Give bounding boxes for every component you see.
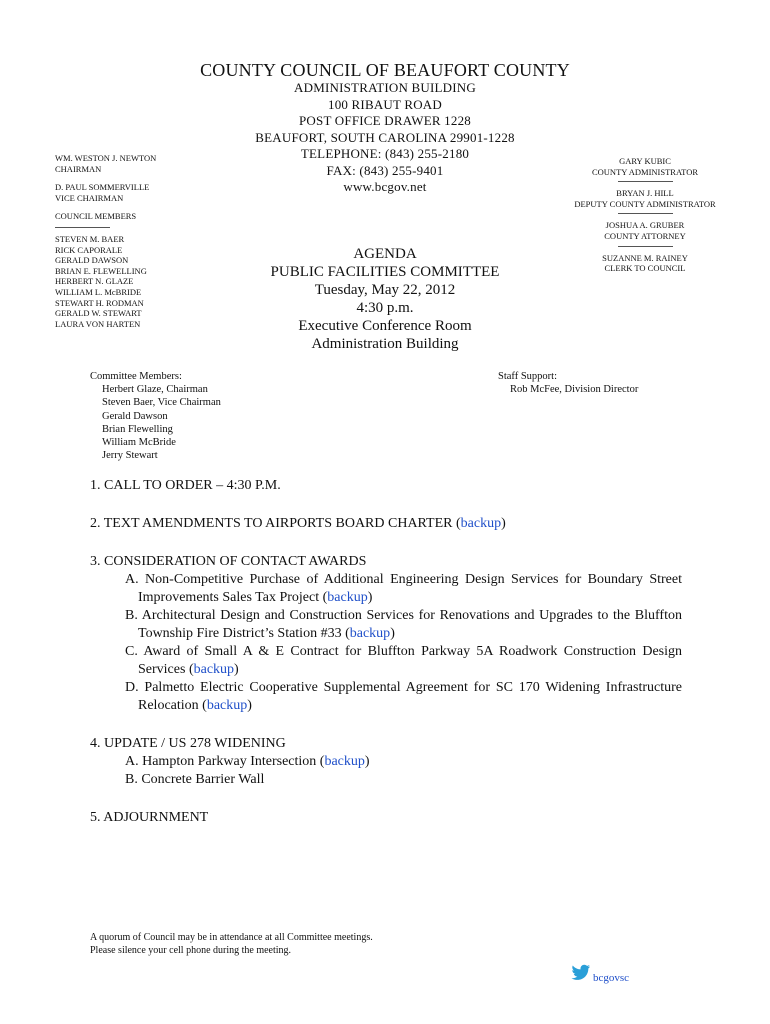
staff-support bbox=[498, 370, 718, 396]
committee-name: PUBLIC FACILITIES COMMITTEE bbox=[270, 264, 500, 280]
footer-notes bbox=[90, 931, 490, 957]
agenda-item-call-to-order: 1. CALL TO ORDER – 4:30 P.M. bbox=[90, 478, 281, 493]
backup-link[interactable]: backup bbox=[193, 662, 235, 677]
council-member: HERBERT N. GLAZE bbox=[55, 276, 134, 287]
meeting-room: Executive Conference Room bbox=[298, 318, 472, 334]
chairman-name: WM. WESTON J. NEWTON bbox=[55, 153, 157, 163]
meeting-time: 4:30 p.m. bbox=[356, 300, 414, 316]
deputy-administrator-title: DEPUTY COUNTY ADMINISTRATOR bbox=[574, 198, 716, 209]
twitter-handle-link[interactable]: bcgovsc bbox=[593, 972, 630, 984]
vice-chairman-name: D. PAUL SOMMERVILLE bbox=[55, 182, 150, 193]
divider bbox=[618, 213, 673, 214]
divider bbox=[618, 246, 673, 247]
council-member: LAURA VON HARTEN bbox=[55, 318, 141, 329]
committee-members-label: Committee Members: bbox=[90, 371, 182, 382]
agenda-item-adjournment: 5. ADJOURNMENT bbox=[90, 810, 209, 825]
address-line: ADMINISTRATION BUILDING bbox=[294, 80, 476, 95]
committee-members bbox=[90, 370, 340, 462]
council-member: GERALD W. STEWART bbox=[55, 308, 142, 319]
council-member: RICK CAPORALE bbox=[55, 244, 123, 255]
backup-link[interactable]: backup bbox=[460, 516, 502, 531]
administrator-title: COUNTY ADMINISTRATOR bbox=[591, 166, 699, 177]
council-member: STEVEN M. BAER bbox=[55, 233, 125, 244]
clerk-name: SUZANNE M. RAINEY bbox=[602, 252, 688, 263]
staff-support-label: Staff Support: bbox=[498, 371, 558, 382]
vice-chairman-title: VICE CHAIRMAN bbox=[55, 192, 124, 203]
agenda-subitem-label: D. Palmetto Electric Cooperative Supplemental Agreement for SC 170 Widening Infrastructure Relocation bbox=[125, 680, 682, 713]
agenda-heading: AGENDA bbox=[353, 246, 417, 262]
fax-line: FAX: (843) 255-9401 bbox=[326, 162, 444, 178]
county-officers bbox=[560, 156, 730, 274]
agenda-subitem: A. Non-Competitive Purchase of Additional Engineering Design Services for Boundary Street Improvements Sales Tax Project (backup) bbox=[125, 572, 682, 605]
committee-member: Brian Flewelling bbox=[102, 423, 173, 435]
council-member: STEWART H. RODMAN bbox=[55, 297, 144, 308]
chairman-title: CHAIRMAN bbox=[55, 163, 102, 174]
council-member: GERALD DAWSON bbox=[55, 255, 129, 266]
backup-link[interactable]: backup bbox=[349, 626, 391, 641]
address-line: BEAUFORT, SOUTH CAROLINA 29901-1228 bbox=[255, 129, 515, 145]
address-line: POST OFFICE DRAWER 1228 bbox=[299, 113, 471, 128]
twitter-bird-icon[interactable] bbox=[571, 964, 591, 985]
agenda-item-airports-charter: 2. TEXT AMENDMENTS TO AIRPORTS BOARD CHARTER (backup) bbox=[90, 516, 506, 531]
county-council-title: COUNTY COUNCIL OF BEAUFORT COUNTY bbox=[200, 60, 570, 80]
council-roster bbox=[55, 153, 245, 329]
agenda-subitem-label: A. Hampton Parkway Intersection bbox=[125, 754, 317, 769]
meeting-building: Administration Building bbox=[311, 336, 459, 352]
agenda-item-us278-widening: 4. UPDATE / US 278 WIDENING bbox=[90, 736, 286, 751]
council-member: BRIAN E. FLEWELLING bbox=[55, 265, 147, 276]
agenda-item-contract-awards: 3. CONSIDERATION OF CONTACT AWARDS bbox=[90, 554, 367, 569]
backup-link[interactable]: backup bbox=[206, 698, 248, 713]
council-members-label: COUNCIL MEMBERS bbox=[55, 211, 137, 222]
telephone-line: TELEPHONE: (843) 255-2180 bbox=[300, 146, 470, 161]
website-link[interactable]: www.bcgov.net bbox=[343, 179, 427, 194]
agenda-item-label: 2. TEXT AMENDMENTS TO AIRPORTS BOARD CHARTER bbox=[90, 516, 453, 531]
administrator-name: GARY KUBIC bbox=[619, 156, 671, 166]
divider bbox=[55, 227, 110, 228]
divider bbox=[618, 181, 673, 182]
agenda-subitem: C. Award of Small A & E Contract for Bluffton Parkway 5A Roadwork Construction Design Services (backup) bbox=[125, 644, 682, 677]
county-attorney-name: JOSHUA A. GRUBER bbox=[605, 220, 685, 231]
address-line: 100 RIBAUT ROAD bbox=[328, 96, 442, 112]
agenda-subitem: B. Concrete Barrier Wall bbox=[125, 772, 265, 787]
agenda-subitem: B. Architectural Design and Construction Services for Renovations and Upgrades to the Bluffton Township Fire District’s Station #33 (backup) bbox=[125, 608, 682, 641]
quorum-note: A quorum of Council may be in attendance at all Committee meetings. bbox=[90, 932, 373, 943]
staff-support-name: Rob McFee, Division Director bbox=[510, 384, 639, 396]
deputy-administrator-name: BRYAN J. HILL bbox=[616, 188, 674, 199]
agenda-heading-block bbox=[240, 245, 530, 353]
committee-member: Herbert Glaze, Chairman bbox=[102, 384, 208, 396]
agenda-subitem: D. Palmetto Electric Cooperative Supplemental Agreement for SC 170 Widening Infrastructure Relocation (backup) bbox=[125, 680, 682, 713]
county-attorney-title: COUNTY ATTORNEY bbox=[604, 230, 686, 241]
clerk-title: CLERK TO COUNCIL bbox=[604, 263, 686, 274]
council-member: WILLIAM L. McBRIDE bbox=[55, 286, 142, 297]
committee-member: Jerry Stewart bbox=[102, 450, 158, 462]
backup-link[interactable]: backup bbox=[324, 754, 365, 769]
agenda-items bbox=[90, 477, 682, 827]
cell-phone-note: Please silence your cell phone during the meeting. bbox=[90, 945, 292, 956]
backup-link[interactable]: backup bbox=[327, 590, 368, 605]
meeting-date: Tuesday, May 22, 2012 bbox=[314, 282, 456, 298]
agenda-subitem: A. Hampton Parkway Intersection (backup) bbox=[125, 754, 370, 769]
agenda-subitem-label: B. Architectural Design and Construction Services for Renovations and Upgrades to the Bluffton Township Fire District’s Station #33 bbox=[125, 608, 682, 641]
committee-member: William McBride bbox=[102, 437, 176, 449]
agenda-subitem-label: A. Non-Competitive Purchase of Additional Engineering Design Services for Boundary Street Improvements Sales Tax Project bbox=[125, 572, 682, 605]
committee-member: Gerald Dawson bbox=[102, 410, 168, 422]
agenda-subitem-label: C. Award of Small A & E Contract for Bluffton Parkway 5A Roadwork Construction Design Services bbox=[125, 644, 682, 677]
committee-member: Steven Baer, Vice Chairman bbox=[102, 397, 221, 409]
